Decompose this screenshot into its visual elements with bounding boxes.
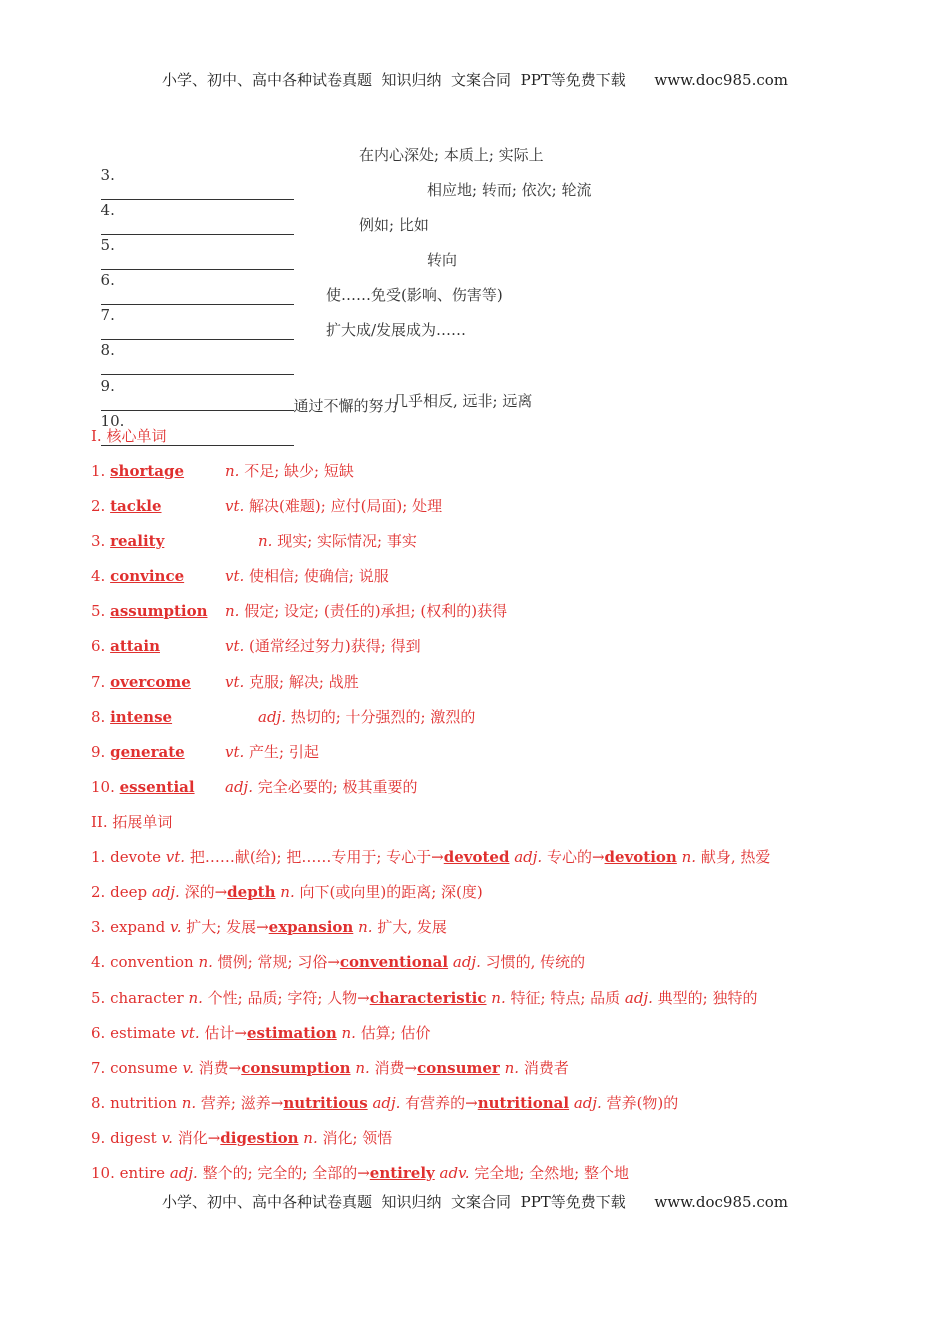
part-of-speech: n. — [358, 918, 373, 936]
core-item — [91, 461, 184, 481]
definition-text: 营养(物)的 — [601, 1094, 679, 1112]
item-number: 9. — [91, 743, 106, 761]
item-number: 7. — [91, 673, 106, 691]
base-word: consume — [110, 1059, 178, 1077]
definition-text: 惯例; 常规; 习俗→ — [212, 953, 340, 971]
definition-text: 消费者 — [519, 1059, 569, 1077]
base-word: deep — [110, 883, 148, 901]
item-number: 10. — [100, 412, 125, 430]
item-number: 7. — [100, 306, 115, 324]
core-item — [91, 566, 184, 586]
part-of-speech: v. — [170, 918, 182, 936]
core-item — [91, 636, 160, 656]
definition-text: 完全必要的; 极其重要的 — [252, 778, 418, 796]
answer-word: expansion — [268, 918, 354, 936]
answer-word: essential — [119, 778, 195, 796]
answer-word: consumer — [417, 1059, 500, 1077]
definition-text: 现实; 实际情况; 事实 — [272, 532, 417, 550]
definition-text: 专心的→ — [542, 848, 605, 866]
part-of-speech: vt. — [180, 1024, 200, 1042]
item-number: 7. — [91, 1059, 106, 1077]
part-of-speech: n. — [198, 953, 213, 971]
core-definition — [258, 531, 417, 551]
part-of-speech: adj. — [225, 778, 253, 796]
part-of-speech: v. — [182, 1059, 194, 1077]
part-of-speech: n. — [188, 989, 203, 1007]
answer-word: conventional — [339, 953, 449, 971]
item-number: 6. — [91, 1024, 106, 1042]
item-number: 6. — [91, 637, 106, 655]
definition-text: 解决(难题); 应付(局面); 处理 — [244, 497, 443, 515]
part-of-speech: vt. — [165, 848, 186, 866]
ext-item — [91, 1058, 569, 1078]
part-of-speech: n. — [225, 462, 240, 480]
item-number: 3. — [91, 918, 106, 936]
part-of-speech: adj. — [452, 953, 481, 971]
item-number: 5. — [100, 236, 115, 254]
ext-item — [91, 917, 447, 937]
part-of-speech: adj. — [372, 1094, 401, 1112]
definition-text: 产生; 引起 — [244, 743, 319, 761]
base-word: convention — [110, 953, 194, 971]
definition-text: 深的→ — [179, 883, 228, 901]
core-item — [91, 601, 208, 621]
answer-word: nutritional — [477, 1094, 570, 1112]
part-of-speech: n. — [341, 1024, 356, 1042]
base-word: character — [110, 989, 184, 1007]
core-item — [91, 531, 164, 551]
item-number: 10. — [91, 778, 115, 796]
definition-text: 把……献(给); 把……专用于; 专心于→ — [185, 848, 444, 866]
section-heading-extended: II. 拓展单词 — [91, 813, 173, 831]
definition-text: 扩大; 发展→ — [181, 918, 269, 936]
item-number: 4. — [100, 201, 115, 219]
definition-text: 整个的; 完全的; 全部的→ — [197, 1164, 370, 1182]
part-of-speech: vt. — [225, 567, 245, 585]
part-of-speech: n. — [681, 848, 697, 866]
core-definition — [225, 636, 421, 656]
item-number: 1. — [91, 848, 106, 866]
item-number: 6. — [100, 271, 115, 289]
item-number: 4. — [91, 567, 106, 585]
item-number: 3. — [91, 532, 106, 550]
core-item — [91, 496, 162, 516]
definition-text: 有营养的→ — [400, 1094, 478, 1112]
definition-text: 特征; 特点; 品质 — [505, 989, 625, 1007]
definition-text: 献身, 热爱 — [696, 848, 771, 866]
item-number: 5. — [91, 989, 106, 1007]
answer-word: devotion — [604, 848, 677, 866]
page-header: 小学、初中、高中各种试卷真题 知识归纳 文案合同 PPT等免费下载 www.doc985.com — [161, 71, 788, 89]
ext-item — [91, 988, 757, 1008]
definition-text: 克服; 解决; 战胜 — [244, 673, 359, 691]
core-definition — [225, 672, 359, 692]
definition-text: 消费→ — [193, 1059, 242, 1077]
definition-text: 估计→ — [199, 1024, 247, 1042]
phrase-meaning: 扩大成/发展成为…… — [326, 321, 467, 339]
answer-word: consumption — [241, 1059, 351, 1077]
part-of-speech: n. — [491, 989, 506, 1007]
definition-text: 营养; 滋养→ — [196, 1094, 284, 1112]
definition-text: 假定; 设定; (责任的)承担; (权利的)获得 — [239, 602, 508, 620]
answer-word: entirely — [369, 1164, 435, 1182]
base-word: digest — [110, 1129, 157, 1147]
part-of-speech: vt. — [225, 743, 245, 761]
answer-word: shortage — [110, 462, 185, 480]
part-of-speech: adj. — [514, 848, 543, 866]
phrase-meaning: 转向 — [427, 251, 458, 269]
item-number: 9. — [91, 1129, 106, 1147]
answer-word: attain — [110, 637, 160, 655]
answer-word: assumption — [110, 602, 208, 620]
item-number: 5. — [91, 602, 106, 620]
definition-text: 完全地; 全然地; 整个地 — [469, 1164, 629, 1182]
core-item — [91, 742, 185, 762]
base-word: devote — [110, 848, 161, 866]
definition-text: 习惯的, 传统的 — [480, 953, 586, 971]
phrase-meaning: 通过不懈的努力 — [293, 397, 399, 415]
part-of-speech: vt. — [225, 637, 245, 655]
definition-text: 消化; 领悟 — [317, 1129, 393, 1147]
page-footer: 小学、初中、高中各种试卷真题 知识归纳 文案合同 PPT等免费下载 www.doc985.com — [161, 1193, 788, 1211]
answer-word: generate — [110, 743, 185, 761]
core-definition — [225, 496, 442, 516]
ext-item — [91, 1128, 392, 1148]
answer-word: depth — [227, 883, 276, 901]
ext-item — [91, 1163, 629, 1183]
answer-word: devoted — [443, 848, 510, 866]
definition-text: 扩大, 发展 — [372, 918, 447, 936]
item-number: 8. — [91, 708, 106, 726]
ext-item — [91, 882, 483, 902]
item-number: 8. — [100, 341, 115, 359]
definition-text: 向下(或向里)的距离; 深(度) — [294, 883, 483, 901]
ext-item — [91, 1093, 678, 1113]
ext-item — [91, 952, 585, 972]
part-of-speech: adv. — [439, 1164, 470, 1182]
part-of-speech: vt. — [225, 673, 245, 691]
item-number: 4. — [91, 953, 106, 971]
part-of-speech: v. — [161, 1129, 173, 1147]
item-number: 3. — [100, 166, 115, 184]
phrase-meaning: 例如; 比如 — [359, 216, 429, 234]
part-of-speech: adj. — [573, 1094, 602, 1112]
answer-word: convince — [110, 567, 185, 585]
part-of-speech: n. — [280, 883, 295, 901]
ext-item — [91, 847, 770, 867]
definition-text: 使相信; 使确信; 说服 — [244, 567, 389, 585]
part-of-speech: n. — [504, 1059, 520, 1077]
answer-word: nutritious — [283, 1094, 368, 1112]
core-definition — [225, 566, 389, 586]
item-number: 10. — [91, 1164, 115, 1182]
answer-word: characteristic — [369, 989, 487, 1007]
item-number: 1. — [91, 462, 106, 480]
ext-item — [91, 1023, 431, 1043]
core-item — [91, 707, 172, 727]
item-number: 9. — [100, 377, 115, 395]
part-of-speech: n. — [355, 1059, 370, 1077]
part-of-speech: n. — [258, 532, 273, 550]
answer-word: reality — [110, 532, 165, 550]
part-of-speech: n. — [303, 1129, 318, 1147]
definition-text: 热切的; 十分强烈的; 激烈的 — [285, 708, 476, 726]
definition-text: 估算; 估价 — [355, 1024, 431, 1042]
part-of-speech: adj. — [169, 1164, 198, 1182]
item-number: 2. — [91, 883, 106, 901]
base-word: nutrition — [110, 1094, 177, 1112]
definition-text: 个性; 品质; 字符; 人物→ — [202, 989, 370, 1007]
answer-word: tackle — [110, 497, 162, 515]
definition-text: 典型的; 独特的 — [652, 989, 758, 1007]
base-word: entire — [119, 1164, 166, 1182]
part-of-speech: vt. — [225, 497, 245, 515]
definition-text: 消化→ — [172, 1129, 221, 1147]
part-of-speech: adj. — [624, 989, 653, 1007]
core-item — [91, 777, 195, 797]
part-of-speech: adj. — [151, 883, 180, 901]
base-word: expand — [110, 918, 166, 936]
core-definition — [225, 461, 354, 481]
phrase-meaning: 几乎相反, 远非; 远离 — [393, 392, 533, 410]
part-of-speech: n. — [225, 602, 240, 620]
definition-text: 不足; 缺少; 短缺 — [239, 462, 354, 480]
phrase-meaning: 在内心深处; 本质上; 实际上 — [359, 146, 544, 164]
core-definition — [225, 601, 507, 621]
answer-word: overcome — [110, 673, 191, 691]
base-word: estimate — [110, 1024, 176, 1042]
answer-word: estimation — [246, 1024, 337, 1042]
phrase-meaning: 相应地; 转而; 依次; 轮流 — [427, 181, 592, 199]
part-of-speech: n. — [181, 1094, 197, 1112]
part-of-speech: adj. — [258, 708, 286, 726]
answer-word: intense — [110, 708, 173, 726]
core-definition — [258, 707, 475, 727]
core-definition — [225, 742, 319, 762]
core-item — [91, 672, 191, 692]
definition-text: (通常经过努力)获得; 得到 — [244, 637, 421, 655]
answer-word: digestion — [220, 1129, 299, 1147]
item-number: 8. — [91, 1094, 106, 1112]
phrase-meaning: 使……免受(影响、伤害等) — [326, 286, 503, 304]
section-heading-core: I. 核心单词 — [91, 427, 167, 445]
definition-text: 消费→ — [369, 1059, 418, 1077]
core-definition — [225, 777, 418, 797]
item-number: 2. — [91, 497, 106, 515]
